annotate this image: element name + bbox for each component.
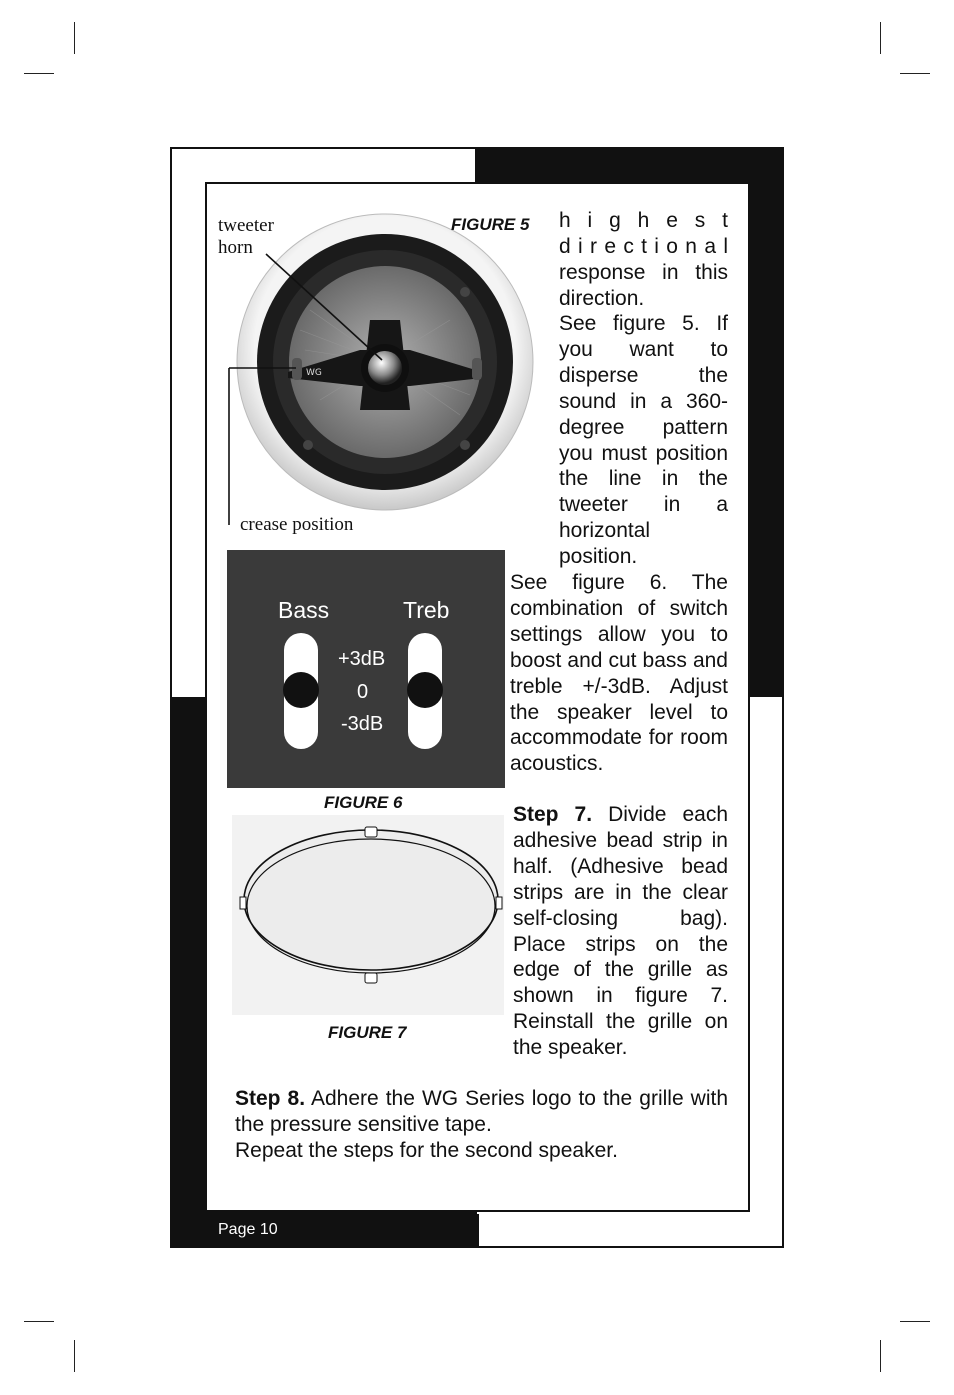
step-7-body: Divide each adhesive bead strip in half. (Adhesive bead strips are in the clear self-closing bag). Place strips on the edge of the grille as shown in figure 7. Reinstall the grille on the speaker. bbox=[513, 803, 729, 1060]
svg-text:WG: WG bbox=[306, 368, 322, 378]
crop-mark-bl-v bbox=[74, 1340, 75, 1372]
treb-label: Treb bbox=[403, 597, 450, 623]
text-see-figure-6: See figure 6. The combination of switch settings allow you to boost and cut bass and treble +/-3dB. Adjust the speaker level to accommodate for room acoustics. bbox=[510, 571, 728, 776]
callout-tweeter-line2: horn bbox=[218, 237, 253, 258]
step-7-title: Step 7. bbox=[513, 803, 593, 826]
page-number: Page 10 bbox=[218, 1221, 278, 1238]
step-7-paragraph bbox=[513, 802, 728, 1061]
crop-mark-tl-h bbox=[24, 73, 54, 74]
crop-mark-tr-h bbox=[900, 73, 930, 74]
callout-tweeter-line1: tweeter bbox=[218, 215, 274, 236]
frame-bottom-right-window bbox=[477, 1214, 746, 1246]
figure-7-caption: FIGURE 7 bbox=[328, 1023, 407, 1042]
text-spaced-line1 bbox=[559, 208, 728, 234]
crop-mark-tr-v bbox=[880, 22, 881, 54]
crop-mark-br-v bbox=[880, 1340, 881, 1372]
figure-6-panel bbox=[227, 550, 505, 788]
frame-right-upper-bar bbox=[748, 147, 784, 697]
level-plus-label: +3dB bbox=[338, 648, 386, 670]
callout-crease-label: crease position bbox=[240, 514, 354, 535]
figure-7 bbox=[232, 815, 504, 1015]
bass-label: Bass bbox=[278, 597, 330, 623]
callout-tweeter-label bbox=[218, 215, 274, 259]
level-minus-label: -3dB bbox=[341, 713, 384, 735]
grille-illustration bbox=[232, 815, 504, 1015]
text-direction-paragraph: response in this direction. bbox=[559, 261, 728, 310]
step-8-body: Adhere the WG Series logo to the grille with the pressure sensitive tape. bbox=[235, 1087, 729, 1136]
crop-mark-tl-v bbox=[74, 22, 75, 54]
step-8-paragraph bbox=[235, 1086, 728, 1138]
frame-bottom-left-bar bbox=[170, 1212, 477, 1248]
crop-mark-bl-h bbox=[24, 1321, 54, 1322]
figure-5-caption: FIGURE 5 bbox=[451, 215, 530, 234]
level-zero-label: 0 bbox=[357, 681, 369, 703]
bass-switch-knob bbox=[283, 672, 319, 708]
treb-switch-knob bbox=[407, 672, 443, 708]
figure-6-caption: FIGURE 6 bbox=[324, 793, 403, 812]
repeat-paragraph: Repeat the steps for the second speaker. bbox=[235, 1139, 618, 1162]
frame-left-lower-bar bbox=[170, 697, 206, 1248]
text-spaced-line2-content: d i r e c t i o n a l bbox=[559, 235, 728, 258]
crop-mark-br-h bbox=[900, 1321, 930, 1322]
text-spaced-line1-content: h i g h e s t bbox=[559, 209, 728, 232]
text-see-figure-5: See figure 5. If you want to disperse the sound in a 360-degree pattern you must position the line in the tweeter in a horizontal position. bbox=[559, 312, 728, 569]
text-spaced-line2 bbox=[559, 234, 728, 260]
step-8-title: Step 8. bbox=[235, 1087, 306, 1110]
frame-top-right-bar bbox=[475, 147, 784, 183]
